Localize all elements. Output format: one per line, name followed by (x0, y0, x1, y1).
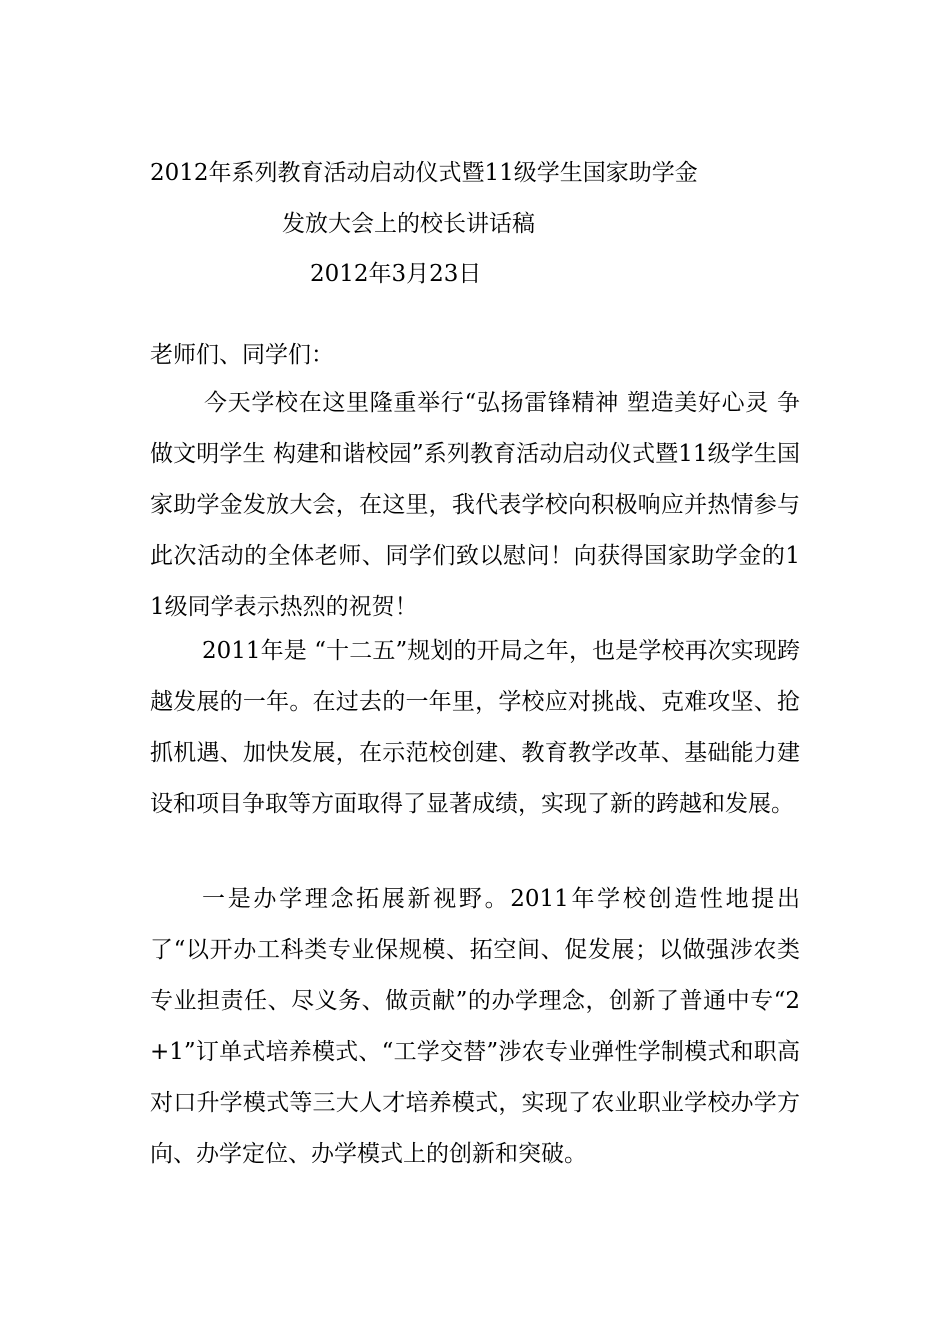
paragraph-1: 今天学校在这里隆重举行“弘扬雷锋精神 塑造美好心灵 争做文明学生 构建和谐校园”系列教育活动启动仪式暨11级学生国家助学金发放大会，在这里，我代表学校向积极响应并热情参与此次活动的全体老师、同学们致以慰问！向获得国家助学金的11级同学表示热烈的祝贺！ (150, 390, 800, 620)
document-title-line-1: 2012年系列教育活动启动仪式暨11级学生国家助学金 (150, 160, 698, 186)
paragraph-2: 2011年是 “十二五”规划的开局之年，也是学校再次实现跨越发展的一年。在过去的一年里，学校应对挑战、克难攻坚、抢抓机遇、加快发展，在示范校创建、教育教学改革、基础能力建设和项目争取等方面取得了显著成绩，实现了新的跨越和发展。 (150, 638, 800, 817)
greeting: 老师们、同学们： (150, 342, 334, 368)
document-title-line-2: 发放大会上的校长讲话稿 (282, 211, 535, 237)
document-date: 2012年3月23日 (310, 261, 482, 287)
paragraph-3: 一是办学理念拓展新视野。2011年学校创造性地提出了“以开办工科类专业保规模、拓空间、促发展；以做强涉农类专业担责任、尽义务、做贡献”的办学理念，创新了普通中专“2+1”订单式培养模式、“工学交替”涉农专业弹性学制模式和职高对口升学模式等三大人才培养模式，实现了农业职业学校办学方向、办学定位、办学模式上的创新和突破。 (150, 886, 800, 1167)
